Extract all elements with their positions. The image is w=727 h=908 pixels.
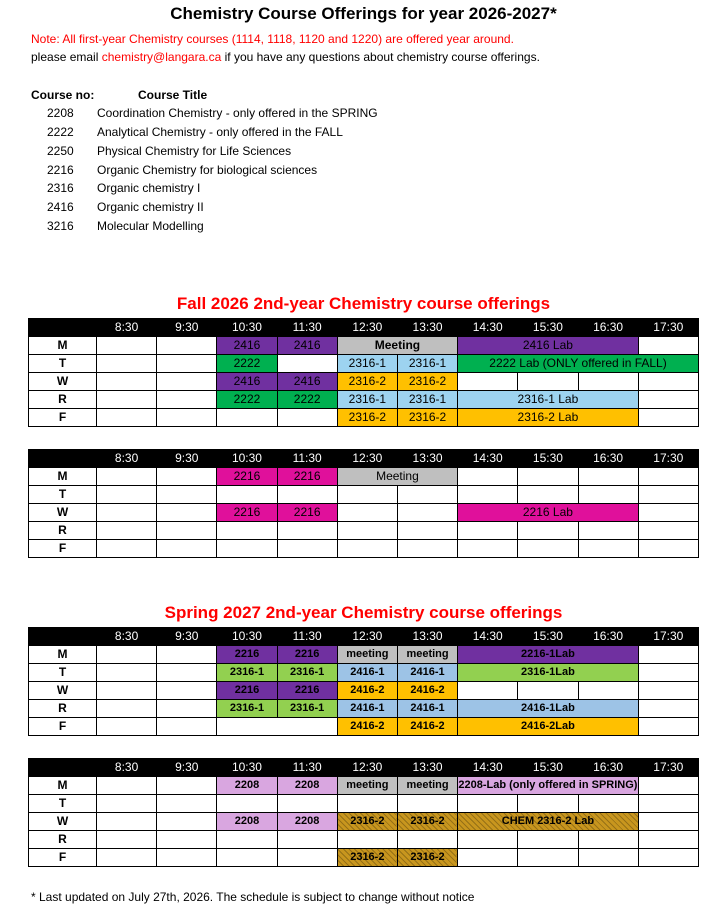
empty-slot [97,468,157,486]
empty-slot [157,355,217,373]
day-row [29,813,699,831]
class-block: 2416 [277,373,337,391]
empty-slot [638,849,698,867]
empty-slot [217,831,277,849]
class-block: 2316-1 [337,391,397,409]
day-row [29,504,699,522]
class-block: 2416 [217,337,277,355]
day-row [29,468,699,486]
class-block: 2216 [277,504,337,522]
empty-slot [458,486,518,504]
empty-slot [518,682,578,700]
empty-slot [157,849,217,867]
class-block: 2416-2 [337,718,397,736]
time-header: 17:30 [638,319,698,337]
empty-slot [518,795,578,813]
day-row [29,777,699,795]
empty-slot [217,718,277,736]
empty-slot [277,486,337,504]
empty-slot [458,540,518,558]
empty-slot [157,646,217,664]
footer-note: * Last updated on July 27th, 2026. The schedule is subject to change without notice [31,890,475,904]
day-row [29,373,699,391]
class-block: 2216 Lab [458,504,639,522]
time-header: 9:30 [157,628,217,646]
course-title: Coordination Chemistry - only offered in the SPRING [97,106,378,120]
fall-table-1 [28,318,699,427]
empty-slot [97,777,157,795]
empty-slot [157,486,217,504]
empty-slot [578,795,638,813]
time-header-row [29,759,699,777]
empty-slot [157,813,217,831]
empty-slot [638,718,698,736]
empty-slot [277,355,337,373]
time-header: 10:30 [217,319,277,337]
time-header: 16:30 [578,450,638,468]
day-label: W [29,813,97,831]
class-block: CHEM 2316-2 Lab [458,813,639,831]
empty-slot [638,522,698,540]
empty-slot [97,700,157,718]
day-row [29,664,699,682]
empty-slot [97,355,157,373]
day-label: F [29,409,97,427]
empty-slot [277,540,337,558]
empty-slot [157,409,217,427]
time-header: 15:30 [518,450,578,468]
class-block: 2416-1 [397,700,457,718]
empty-slot [97,391,157,409]
empty-slot [397,540,457,558]
time-header-row [29,628,699,646]
empty-slot [157,682,217,700]
empty-slot [157,504,217,522]
empty-slot [518,849,578,867]
empty-slot [397,504,457,522]
time-header: 17:30 [638,450,698,468]
empty-slot [337,795,397,813]
empty-slot [277,522,337,540]
day-label: R [29,700,97,718]
empty-slot [217,409,277,427]
contact-line [31,50,540,64]
empty-slot [157,831,217,849]
time-header: 8:30 [97,759,157,777]
empty-slot [277,795,337,813]
empty-slot [518,831,578,849]
class-block: 2208 [217,777,277,795]
time-header: 9:30 [157,450,217,468]
time-header: 12:30 [337,450,397,468]
empty-slot [97,849,157,867]
class-block: Meeting [337,337,457,355]
empty-slot [578,682,638,700]
class-block: 2316-1 [277,664,337,682]
course-number: 2316 [47,181,74,195]
header-corner [29,450,97,468]
class-block: 2222 [277,391,337,409]
empty-slot [458,522,518,540]
day-label: T [29,486,97,504]
class-block: 2316-1 [337,355,397,373]
time-header: 16:30 [578,759,638,777]
course-title: Organic chemistry I [97,181,201,195]
class-block: 2208 [277,813,337,831]
day-row [29,795,699,813]
day-row [29,831,699,849]
empty-slot [638,486,698,504]
course-title: Organic Chemistry for biological sciences [97,163,318,177]
time-header: 11:30 [277,450,337,468]
class-block: meeting [337,646,397,664]
day-label: W [29,682,97,700]
course-number: 3216 [47,219,74,233]
day-row [29,355,699,373]
day-label: M [29,468,97,486]
empty-slot [157,718,217,736]
day-row [29,682,699,700]
time-header: 14:30 [458,628,518,646]
time-header: 10:30 [217,450,277,468]
empty-slot [337,504,397,522]
day-row [29,522,699,540]
day-label: R [29,391,97,409]
empty-slot [217,540,277,558]
empty-slot [157,795,217,813]
time-header: 8:30 [97,450,157,468]
day-row [29,391,699,409]
day-label: F [29,540,97,558]
empty-slot [458,468,518,486]
day-label: M [29,646,97,664]
class-block: 2416-1 [337,664,397,682]
empty-slot [97,504,157,522]
time-header: 13:30 [397,628,457,646]
empty-slot [397,486,457,504]
course-no-header: Course no: [31,88,95,102]
empty-slot [97,813,157,831]
empty-slot [638,409,698,427]
class-block: 2316-1 [217,664,277,682]
time-header: 9:30 [157,319,217,337]
time-header: 10:30 [217,628,277,646]
class-block: 2216-1Lab [458,646,639,664]
empty-slot [578,486,638,504]
empty-slot [157,664,217,682]
spring-section-title: Spring 2027 2nd-year Chemistry course offerings [164,603,563,622]
time-header: 14:30 [458,759,518,777]
class-block: 2416-2 [397,682,457,700]
time-header: 12:30 [337,759,397,777]
contact-prefix: please email [31,50,102,64]
empty-slot [277,409,337,427]
class-block: 2416-2Lab [458,718,639,736]
course-number: 2416 [47,200,74,214]
day-label: F [29,718,97,736]
time-header: 11:30 [277,759,337,777]
class-block: 2316-1Lab [458,664,639,682]
day-label: M [29,337,97,355]
course-title: Physical Chemistry for Life Sciences [97,144,292,158]
class-block: 2416-1 [397,664,457,682]
time-header: 9:30 [157,759,217,777]
time-header-row [29,319,699,337]
empty-slot [638,373,698,391]
course-number: 2222 [47,125,74,139]
class-block: 2316-1 [217,700,277,718]
time-header: 15:30 [518,759,578,777]
empty-slot [638,777,698,795]
course-title: Molecular Modelling [97,219,204,233]
empty-slot [397,831,457,849]
class-block: 2316-2 Lab [458,409,639,427]
course-number: 2250 [47,144,74,158]
empty-slot [97,795,157,813]
empty-slot [277,718,337,736]
class-block: 2316-1 Lab [458,391,639,409]
day-label: T [29,795,97,813]
empty-slot [458,795,518,813]
empty-slot [397,795,457,813]
class-block: 2208 [217,813,277,831]
email-link[interactable]: chemistry@langara.ca [101,50,222,64]
time-header: 14:30 [458,450,518,468]
class-block: 2316-1 [397,355,457,373]
day-row [29,337,699,355]
empty-slot [277,831,337,849]
course-number: 2208 [47,106,74,120]
empty-slot [97,522,157,540]
empty-slot [97,486,157,504]
day-row [29,486,699,504]
time-header: 15:30 [518,628,578,646]
header-corner [29,759,97,777]
contact-suffix: if you have any questions about chemistry course offerings. [221,50,540,64]
empty-slot [97,540,157,558]
empty-slot [157,700,217,718]
empty-slot [157,540,217,558]
empty-slot [638,391,698,409]
page-title: Chemistry Course Offerings for year 2026-2027* [170,4,557,23]
day-label: M [29,777,97,795]
class-block: 2416-2 [337,682,397,700]
time-header: 13:30 [397,450,457,468]
empty-slot [97,718,157,736]
header-corner [29,319,97,337]
time-header: 11:30 [277,628,337,646]
time-header: 12:30 [337,628,397,646]
empty-slot [578,831,638,849]
empty-slot [97,682,157,700]
day-row [29,849,699,867]
day-row [29,646,699,664]
empty-slot [97,664,157,682]
empty-slot [217,522,277,540]
class-block: 2316-2 [397,849,457,867]
time-header: 8:30 [97,628,157,646]
header-corner [29,628,97,646]
day-label: R [29,522,97,540]
fall-table-2 [28,449,699,558]
class-block: 2222 Lab (ONLY offered in FALL) [458,355,699,373]
class-block: 2216 [277,682,337,700]
class-block: 2316-2 [337,373,397,391]
class-block: 2416-1Lab [458,700,639,718]
class-block: Meeting [337,468,457,486]
time-header: 13:30 [397,319,457,337]
empty-slot [157,373,217,391]
course-title: Organic chemistry II [97,200,204,214]
spring-table-1 [28,627,699,736]
course-number: 2216 [47,163,74,177]
empty-slot [578,849,638,867]
empty-slot [638,504,698,522]
class-block: 2416 Lab [458,337,639,355]
time-header: 10:30 [217,759,277,777]
time-header: 16:30 [578,628,638,646]
class-block: 2316-2 [397,813,457,831]
empty-slot [638,700,698,718]
empty-slot [578,540,638,558]
class-block: 2208 [277,777,337,795]
time-header: 13:30 [397,759,457,777]
class-block: meeting [337,777,397,795]
empty-slot [157,522,217,540]
empty-slot [638,682,698,700]
empty-slot [638,664,698,682]
empty-slot [97,409,157,427]
class-block: 2316-2 [337,409,397,427]
day-row [29,540,699,558]
day-label: W [29,504,97,522]
day-row [29,718,699,736]
time-header: 17:30 [638,628,698,646]
empty-slot [638,646,698,664]
class-block: 2316-2 [337,849,397,867]
empty-slot [518,540,578,558]
day-label: W [29,373,97,391]
class-block: 2216 [277,646,337,664]
class-block: 2416-2 [397,718,457,736]
class-block: 2416 [217,373,277,391]
empty-slot [97,337,157,355]
class-block: 2222 [217,391,277,409]
course-title-header: Course Title [138,88,208,102]
class-block: 2316-1 [397,391,457,409]
spring-table-2 [28,758,699,867]
class-block: 2208-Lab (only offered in SPRING) [458,777,639,795]
empty-slot [157,468,217,486]
empty-slot [458,682,518,700]
day-row [29,700,699,718]
empty-slot [97,646,157,664]
empty-slot [217,486,277,504]
fall-section-title: Fall 2026 2nd-year Chemistry course offerings [176,294,551,313]
empty-slot [458,373,518,391]
time-header: 11:30 [277,319,337,337]
empty-slot [638,540,698,558]
class-block: 2216 [217,646,277,664]
empty-slot [157,391,217,409]
empty-slot [217,795,277,813]
class-block: 2222 [217,355,277,373]
empty-slot [638,795,698,813]
empty-slot [578,373,638,391]
empty-slot [337,486,397,504]
empty-slot [518,468,578,486]
course-title: Analytical Chemistry - only offered in the FALL [97,125,343,139]
day-label: T [29,664,97,682]
empty-slot [97,831,157,849]
empty-slot [337,831,397,849]
time-header: 16:30 [578,319,638,337]
class-block: 2316-1 [277,700,337,718]
first-year-note: Note: All first-year Chemistry courses (1114, 1118, 1120 and 1220) are offered year around. [31,32,514,46]
empty-slot [97,373,157,391]
empty-slot [518,373,578,391]
class-block: 2316-2 [397,409,457,427]
class-block: 2216 [217,468,277,486]
empty-slot [458,831,518,849]
time-header-row [29,450,699,468]
empty-slot [638,337,698,355]
day-label: F [29,849,97,867]
empty-slot [458,849,518,867]
class-block: meeting [397,777,457,795]
time-header: 17:30 [638,759,698,777]
time-header: 8:30 [97,319,157,337]
empty-slot [337,540,397,558]
class-block: meeting [397,646,457,664]
empty-slot [337,522,397,540]
empty-slot [638,831,698,849]
time-header: 12:30 [337,319,397,337]
empty-slot [578,468,638,486]
day-label: R [29,831,97,849]
class-block: 2216 [217,682,277,700]
empty-slot [638,468,698,486]
day-row [29,409,699,427]
class-block: 2216 [217,504,277,522]
day-label: T [29,355,97,373]
empty-slot [518,486,578,504]
empty-slot [277,849,337,867]
empty-slot [397,522,457,540]
class-block: 2216 [277,468,337,486]
class-block: 2416 [277,337,337,355]
empty-slot [518,522,578,540]
empty-slot [157,777,217,795]
empty-slot [578,522,638,540]
class-block: 2316-2 [337,813,397,831]
empty-slot [217,849,277,867]
time-header: 15:30 [518,319,578,337]
class-block: 2316-2 [397,373,457,391]
class-block: 2416-1 [337,700,397,718]
time-header: 14:30 [458,319,518,337]
empty-slot [638,813,698,831]
empty-slot [157,337,217,355]
